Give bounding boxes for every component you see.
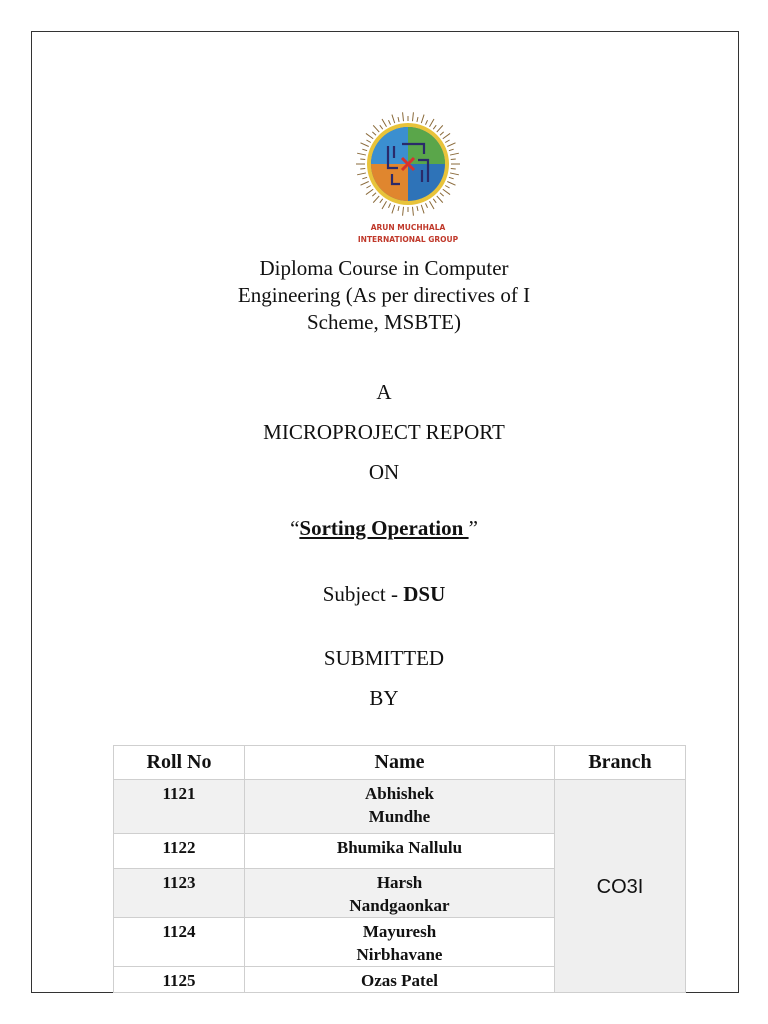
logo-ray: [366, 189, 373, 194]
logo-ray: [360, 168, 365, 169]
subject-value: DSU: [403, 582, 446, 606]
logo-ray: [366, 140, 370, 143]
logo-ray: [443, 133, 450, 138]
logo-ray: [425, 203, 427, 208]
logo-ray: [433, 125, 436, 129]
header-branch: Branch: [555, 746, 686, 780]
table-header-row: [114, 746, 686, 780]
logo-ray: [357, 173, 366, 175]
logo-ray: [366, 186, 370, 189]
logo-ray: [421, 115, 424, 124]
name-line: Nirbhavane: [356, 945, 443, 964]
name-line: Harsh: [376, 873, 423, 892]
logo-ray: [451, 159, 456, 160]
logo-ray: [372, 193, 376, 196]
name-line: Ozas Patel: [361, 971, 438, 990]
logo-ray: [366, 133, 373, 138]
branch-cell: CO3I: [555, 780, 686, 993]
logo-ray: [440, 132, 444, 135]
logo-ray: [372, 132, 376, 135]
logo-ray: [361, 181, 369, 185]
roll-cell: 1121: [114, 780, 245, 834]
logo-ray: [433, 199, 436, 203]
roll-cell: 1122: [114, 834, 245, 869]
project-title: [0, 516, 768, 540]
by-line: BY: [369, 686, 399, 710]
college-logo: [346, 108, 470, 250]
logo-ray: [362, 177, 367, 179]
on-text: ON: [368, 460, 400, 484]
logo-ray: [357, 153, 366, 155]
logo-ray: [425, 120, 427, 125]
logo-ray: [417, 117, 418, 122]
roll-cell: 1124: [114, 918, 245, 967]
logo-ray: [360, 159, 365, 160]
close-quote: ”: [468, 516, 478, 540]
course-text: Diploma Course in Computer Engineering (As per directives of I Scheme, MSBTE): [237, 256, 531, 334]
open-quote: “: [290, 516, 300, 540]
header-roll-no: Roll No: [114, 746, 245, 780]
name-cell: [245, 869, 555, 918]
members-table: [113, 745, 686, 993]
logo-ray: [361, 143, 369, 147]
logo-text-line2: INTERNATIONAL GROUP: [357, 235, 459, 244]
logo-ray: [392, 205, 395, 214]
logo-ray: [450, 173, 459, 175]
logo-ray: [382, 119, 387, 127]
logo-ray: [445, 186, 449, 189]
name-cell: [245, 967, 555, 993]
logo-ray: [398, 206, 399, 211]
name-line: Bhumika Nallulu: [336, 838, 463, 857]
logo-ray: [421, 205, 424, 214]
intro-a: A: [376, 380, 392, 404]
logo-ray: [450, 153, 459, 155]
logo-ray: [373, 196, 379, 203]
logo-ray: [388, 120, 390, 125]
header-name: Name: [245, 746, 555, 780]
subject-line: [0, 582, 768, 606]
submitted-line: SUBMITTED: [323, 646, 445, 670]
logo-ray: [430, 201, 435, 209]
report-heading: MICROPROJECT REPORT: [263, 420, 505, 444]
logo-ray: [380, 199, 383, 203]
logo-ray: [403, 207, 404, 216]
logo-ray: [443, 189, 450, 194]
logo-ray: [447, 143, 455, 147]
logo-ray: [449, 177, 454, 179]
name-cell: [245, 918, 555, 967]
name-line: Abhishek: [365, 784, 434, 803]
roll-cell: 1123: [114, 869, 245, 918]
logo-ray: [403, 112, 404, 121]
logo-ray: [373, 125, 379, 132]
name-cell: [245, 780, 555, 834]
roll-cell: 1125: [114, 967, 245, 993]
name-line: Nandgaonkar: [349, 896, 450, 915]
logo-ray: [412, 207, 413, 216]
table-row: [114, 780, 686, 834]
logo-ray: [392, 115, 395, 124]
name-line: Mundhe: [368, 807, 431, 826]
logo-ray: [382, 201, 387, 209]
logo-ray: [380, 125, 383, 129]
logo-ray: [447, 181, 455, 185]
logo-ray: [445, 140, 449, 143]
logo-text-line1: ARUN MUCHHALA: [370, 223, 446, 232]
logo-ray: [437, 196, 443, 203]
name-cell: [245, 834, 555, 869]
logo-ray: [451, 168, 456, 169]
logo-ray: [362, 149, 367, 151]
course-description: [0, 255, 768, 336]
logo-ray: [437, 125, 443, 132]
title-text: Sorting Operation: [299, 516, 469, 540]
logo-ray: [398, 117, 399, 122]
logo-ray: [440, 193, 444, 196]
logo-ray: [388, 203, 390, 208]
logo-ray: [430, 119, 435, 127]
logo-ray: [449, 149, 454, 151]
logo-ray: [417, 206, 418, 211]
name-line: Mayuresh: [362, 922, 437, 941]
logo-ray: [412, 112, 413, 121]
subject-label: Subject -: [322, 582, 404, 606]
